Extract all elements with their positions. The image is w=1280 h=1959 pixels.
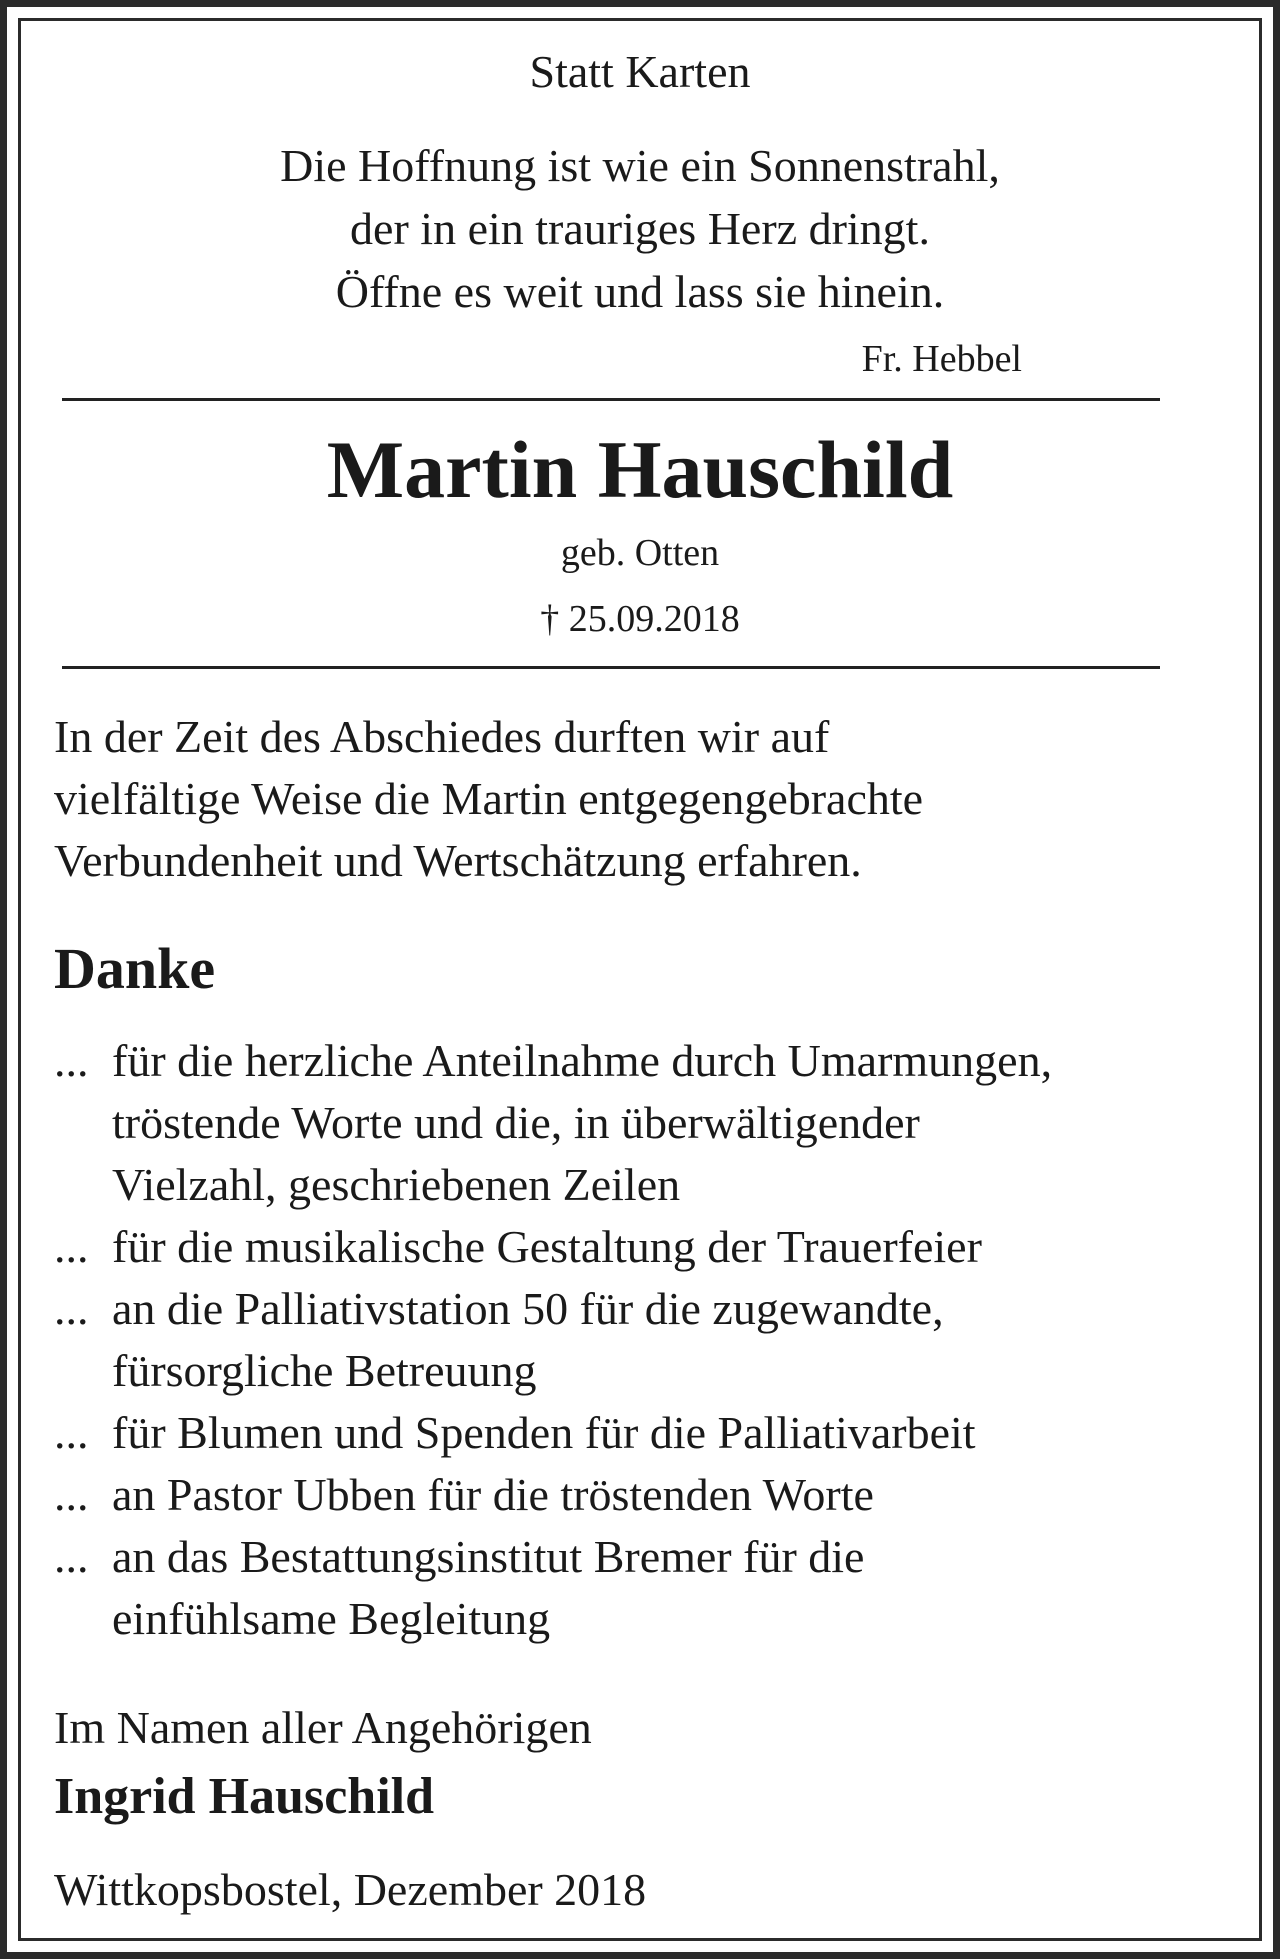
thanks-line: für die herzliche Anteilnahme durch Umarmungen, xyxy=(112,1035,1053,1086)
deceased-name: Martin Hauschild xyxy=(326,424,954,515)
poem-line: der in ein trauriges Herz dringt. xyxy=(350,203,930,254)
thanks-item xyxy=(54,1402,1234,1464)
intro-line: In der Zeit des Abschiedes durften wir auf xyxy=(54,711,830,762)
on-behalf-text: Im Namen aller Angehörigen xyxy=(54,1702,592,1753)
bottom-divider xyxy=(62,666,1160,669)
ellipsis-marker: ... xyxy=(54,1035,89,1086)
thanks-line: an das Bestattungsinstitut Bremer für die xyxy=(112,1531,865,1582)
birth-name: geb. Otten xyxy=(560,532,720,574)
thanks-line: Vielzahl, geschriebenen Zeilen xyxy=(112,1159,681,1210)
thanks-line: fürsorgliche Betreuung xyxy=(112,1345,537,1396)
poem-line: Öffne es weit und lass sie hinein. xyxy=(335,266,945,317)
thanks-list xyxy=(54,1030,1234,1650)
thanks-heading: Danke xyxy=(54,936,216,1001)
poem-author: Fr. Hebbel xyxy=(861,338,1022,380)
thanks-line: an Pastor Ubben für die tröstenden Worte xyxy=(112,1469,874,1520)
thanks-item xyxy=(54,1216,1234,1278)
thanks-item xyxy=(54,1464,1234,1526)
thanks-item xyxy=(54,1526,1234,1650)
death-date: † 25.09.2018 xyxy=(540,598,740,640)
thanks-line: für Blumen und Spenden für die Palliativarbeit xyxy=(112,1407,976,1458)
place-and-date: Wittkopsbostel, Dezember 2018 xyxy=(54,1864,647,1915)
thanks-line: für die musikalische Gestaltung der Trauerfeier xyxy=(112,1221,982,1272)
ellipsis-marker: ... xyxy=(54,1221,89,1272)
intro-line: vielfältige Weise die Martin entgegengebrachte xyxy=(54,773,924,824)
thanks-line: an die Palliativstation 50 für die zugewandte, xyxy=(112,1283,944,1334)
ellipsis-marker: ... xyxy=(54,1283,89,1334)
top-divider xyxy=(62,398,1160,401)
signer-name: Ingrid Hauschild xyxy=(54,1768,435,1825)
thanks-item xyxy=(54,1030,1234,1216)
intro-line: Verbundenheit und Wertschätzung erfahren. xyxy=(54,835,862,886)
thanks-item xyxy=(54,1278,1234,1402)
ellipsis-marker: ... xyxy=(54,1469,89,1520)
poem-line: Die Hoffnung ist wie ein Sonnenstrahl, xyxy=(280,140,1000,191)
poem xyxy=(0,134,1280,323)
thanks-line: tröstende Worte und die, in überwältigender xyxy=(112,1097,920,1148)
intro-text xyxy=(54,706,1224,892)
ellipsis-marker: ... xyxy=(54,1407,89,1458)
thanks-line: einfühlsame Begleitung xyxy=(112,1593,551,1644)
ellipsis-marker: ... xyxy=(54,1531,89,1582)
statt-karten-label: Statt Karten xyxy=(529,46,751,97)
